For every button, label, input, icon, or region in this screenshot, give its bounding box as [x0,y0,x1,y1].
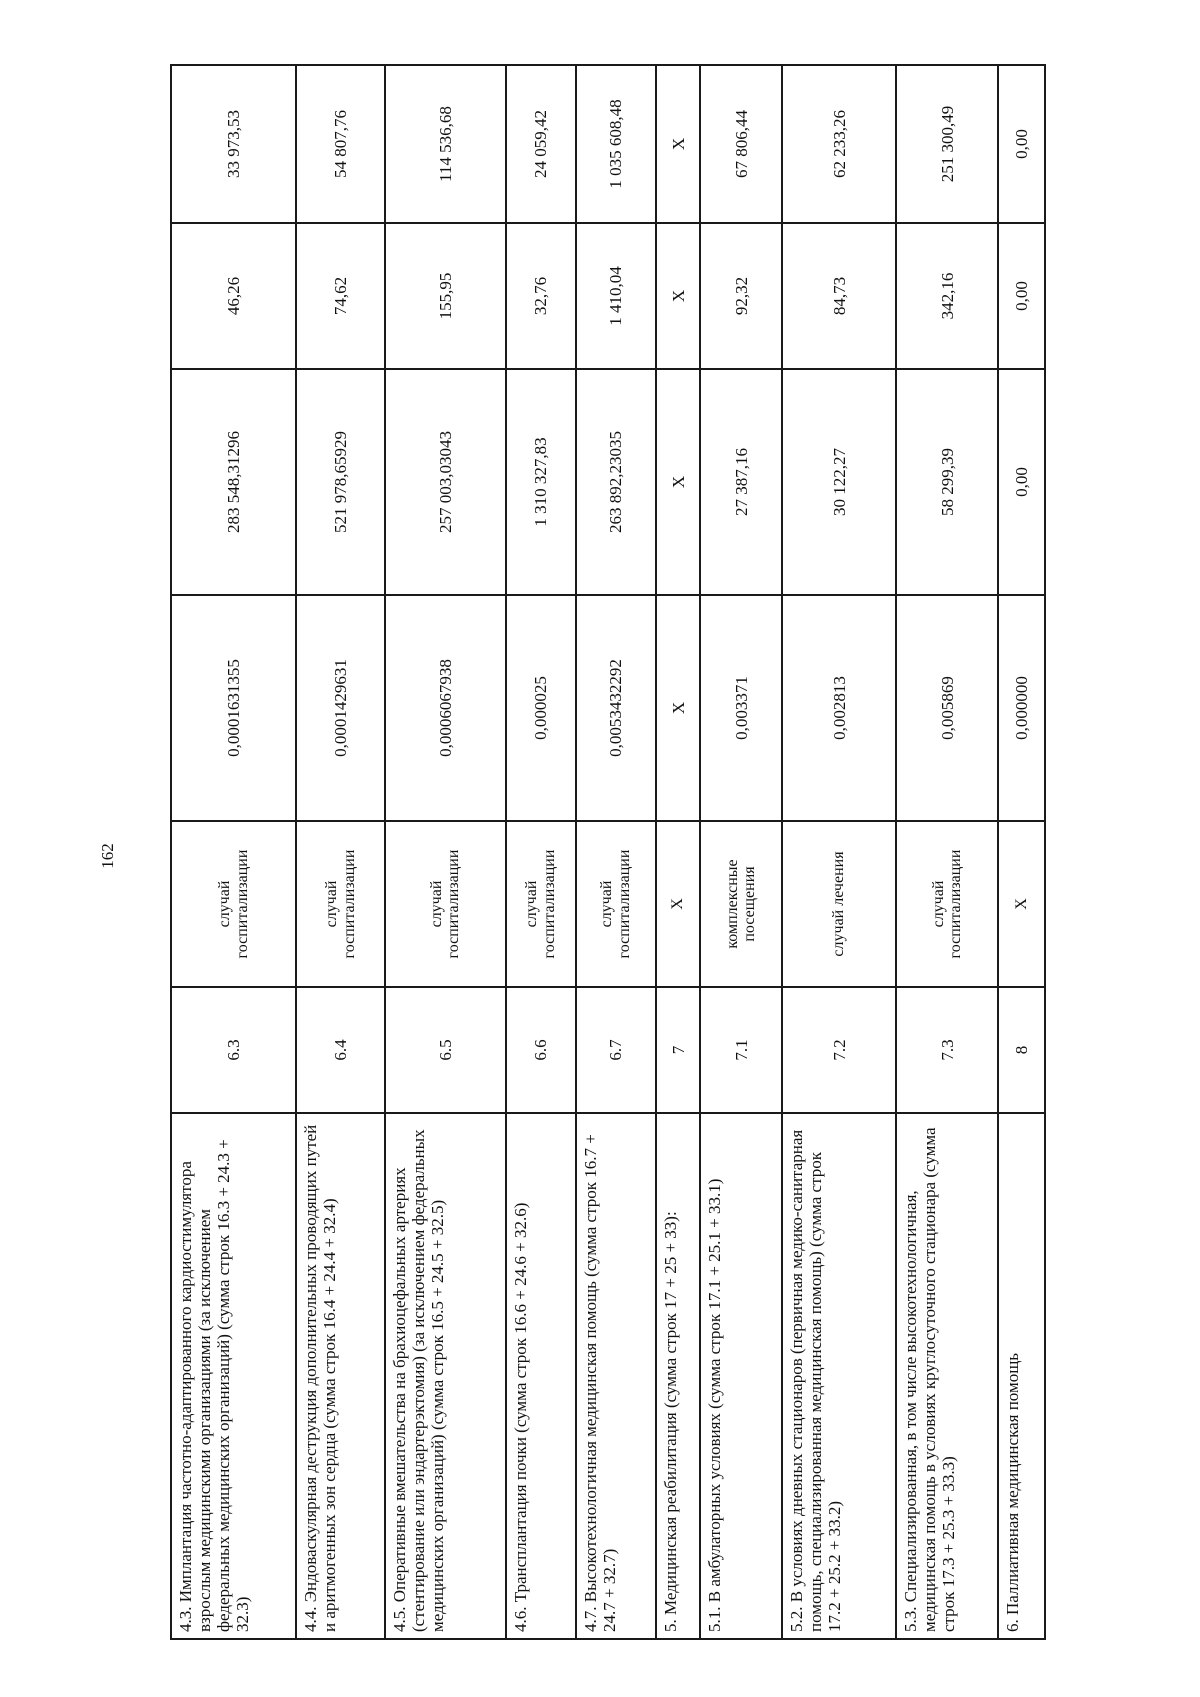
row-cost: 521 978,65929 [296,369,384,595]
row-per-capita: 1 410,04 [576,223,656,369]
row-unit: X [656,821,701,987]
row-unit: случай госпитализации [385,821,506,987]
row-cost: 1 310 327,83 [506,369,576,595]
row-unit: случай госпитализации [296,821,384,987]
row-per-capita: 84,73 [782,223,896,369]
row-code: 6.3 [171,987,296,1113]
table-row [171,65,296,1639]
data-table [170,64,1046,1640]
table-row [296,65,384,1639]
row-unit: случай госпитализации [576,821,656,987]
row-name: 4.5. Оперативные вмешательства на брахиоцефальных артериях (стентирование или эндартерэктомия) (за исключением федеральных медицинских организаций) (сумма строк 16.5 + 24.5 + 32.5) [385,1113,506,1639]
table-row [576,65,656,1639]
row-unit: комплексные посещения [700,821,782,987]
row-cost: 0,00 [998,369,1045,595]
row-per-capita: 32,76 [506,223,576,369]
table-row [896,65,998,1639]
row-cost: 27 387,16 [700,369,782,595]
row-per-capita: 342,16 [896,223,998,369]
table-row [700,65,782,1639]
row-volume: 0,0006067938 [385,595,506,821]
row-name: 5.3. Специализированная, в том числе высокотехнологичная, медицинская помощь в условиях круглосуточного стационара (сумма строк 17.3 + 25.3 + 33.3) [896,1113,998,1639]
row-unit: X [998,821,1045,987]
row-total: 33 973,53 [171,65,296,223]
table-row [385,65,506,1639]
row-total: 62 233,26 [782,65,896,223]
row-name: 4.3. Имплантация частотно-адаптированного кардиостимулятора взрослым медицинскими организациями (за исключением федеральных медицинских организаций) (сумма строк 16.3 + 24.3 + 32.3) [171,1113,296,1639]
row-unit: случай госпитализации [506,821,576,987]
row-per-capita: 0,00 [998,223,1045,369]
row-cost: 58 299,39 [896,369,998,595]
row-cost: 283 548,31296 [171,369,296,595]
row-name: 4.6. Трансплантация почки (сумма строк 16.6 + 24.6 + 32.6) [506,1113,576,1639]
row-volume: 0,000000 [998,595,1045,821]
row-name: 5. Медицинская реабилитация (сумма строк 17 + 25 + 33): [656,1113,701,1639]
row-per-capita: 155,95 [385,223,506,369]
row-total: 54 807,76 [296,65,384,223]
row-code: 6.4 [296,987,384,1113]
row-name: 4.7. Высокотехнологичная медицинская помощь (сумма строк 16.7 + 24.7 + 32.7) [576,1113,656,1639]
row-code: 6.7 [576,987,656,1113]
row-per-capita: 74,62 [296,223,384,369]
row-volume: 0,0001429631 [296,595,384,821]
row-per-capita: 92,32 [700,223,782,369]
row-code: 6.5 [385,987,506,1113]
row-volume: 0,002813 [782,595,896,821]
row-volume: 0,000025 [506,595,576,821]
row-total: 67 806,44 [700,65,782,223]
row-unit: случай госпитализации [171,821,296,987]
row-volume: X [656,595,701,821]
row-cost: X [656,369,701,595]
row-cost: 30 122,27 [782,369,896,595]
row-code: 7.1 [700,987,782,1113]
row-total: X [656,65,701,223]
row-total: 24 059,42 [506,65,576,223]
row-code: 6.6 [506,987,576,1113]
row-volume: 0,005869 [896,595,998,821]
row-total: 251 300,49 [896,65,998,223]
row-name: 5.2. В условиях дневных стационаров (первичная медико-санитарная помощь, специализированная медицинская помощь) (сумма строк 17.2 + 25.2 + 33.2) [782,1113,896,1639]
page-number: 162 [98,843,117,869]
row-unit: случай лечения [782,821,896,987]
table-row [998,65,1045,1639]
row-total: 0,00 [998,65,1045,223]
table-row [782,65,896,1639]
row-per-capita: 46,26 [171,223,296,369]
row-volume: 0,0053432292 [576,595,656,821]
row-volume: 0,0001631355 [171,595,296,821]
table-row [506,65,576,1639]
row-total: 1 035 608,48 [576,65,656,223]
row-code: 7 [656,987,701,1113]
row-name: 5.1. В амбулаторных условиях (сумма строк 17.1 + 25.1 + 33.1) [700,1113,782,1639]
row-code: 7.3 [896,987,998,1113]
row-volume: 0,003371 [700,595,782,821]
row-unit: случай госпитализации [896,821,998,987]
rotated-table-container [170,66,1046,1640]
row-per-capita: X [656,223,701,369]
row-cost: 257 003,03043 [385,369,506,595]
row-code: 8 [998,987,1045,1113]
row-cost: 263 892,23035 [576,369,656,595]
table-row [656,65,701,1639]
row-code: 7.2 [782,987,896,1113]
row-name: 4.4. Эндоваскулярная деструкция дополнительных проводящих путей и аритмогенных зон сердца (сумма строк 16.4 + 24.4 + 32.4) [296,1113,384,1639]
row-name: 6. Паллиативная медицинская помощь [998,1113,1045,1639]
row-total: 114 536,68 [385,65,506,223]
